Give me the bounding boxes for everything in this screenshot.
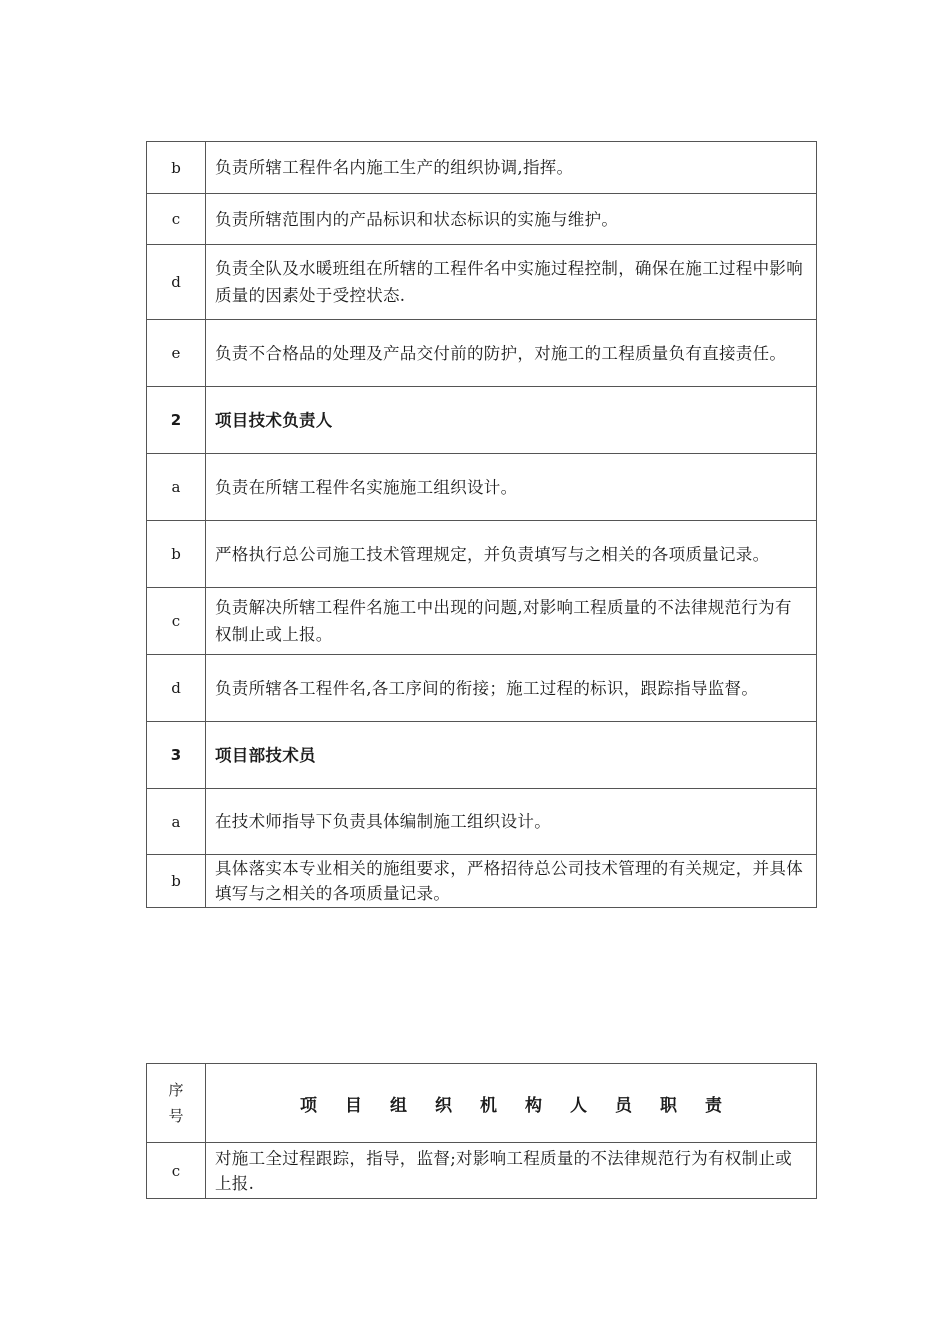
row-number: a: [147, 454, 206, 521]
header-title-char: 人: [570, 1095, 587, 1116]
table-row: [147, 521, 817, 588]
row-text: 负责解决所辖工程件名施工中出现的问题,对影响工程质量的不法律规范行为有权制止或上报。: [206, 588, 817, 655]
section-title: 项目技术负责人: [206, 387, 817, 454]
row-number: d: [147, 655, 206, 722]
row-text: 具体落实本专业相关的施组要求，严格招待总公司技术管理的有关规定，并具体填写与之相关的各项质量记录。: [206, 855, 817, 908]
header-title-char: 机: [480, 1095, 497, 1116]
row-number: c: [147, 1143, 206, 1199]
section-number: 2: [147, 387, 206, 454]
table-row: [147, 194, 817, 245]
row-text: 对施工全过程跟踪，指导，监督;对影响工程质量的不法律规范行为有权制止或上报.: [206, 1143, 817, 1199]
header-seq-char: 号: [168, 1107, 184, 1125]
row-text: 严格执行总公司施工技术管理规定，并负责填写与之相关的各项质量记录。: [206, 521, 817, 588]
section-number: 3: [147, 722, 206, 789]
row-text: 负责所辖范围内的产品标识和状态标识的实施与维护。: [206, 194, 817, 245]
row-text: 负责所辖工程件名内施工生产的组织协调,指挥。: [206, 142, 817, 194]
header-title-char: 构: [525, 1095, 542, 1116]
section-title: 项目部技术员: [206, 722, 817, 789]
header-seq-char: 序: [168, 1081, 184, 1099]
row-text: 负责不合格品的处理及产品交付前的防护，对施工的工程质量负有直接责任。: [206, 320, 817, 387]
header-title-char: 组: [390, 1095, 407, 1116]
row-text: 负责在所辖工程件名实施施工组织设计。: [206, 454, 817, 521]
table-row: [147, 454, 817, 521]
header-title-char: 织: [435, 1095, 452, 1116]
header-title-char: 职: [660, 1095, 677, 1116]
row-number: c: [147, 194, 206, 245]
row-number: a: [147, 789, 206, 855]
table-row: [147, 142, 817, 194]
header-title: [206, 1064, 817, 1143]
organization-duties-table: [146, 1063, 817, 1199]
header-title-char: 项: [300, 1095, 317, 1116]
row-number: c: [147, 588, 206, 655]
table-row: [147, 320, 817, 387]
row-number: b: [147, 521, 206, 588]
section-row: [147, 387, 817, 454]
row-number: b: [147, 142, 206, 194]
table-row: [147, 245, 817, 320]
row-number: b: [147, 855, 206, 908]
table-row: [147, 1143, 817, 1199]
table-row: [147, 855, 817, 908]
row-number: e: [147, 320, 206, 387]
header-title-char: 员: [615, 1095, 632, 1116]
table-row: [147, 789, 817, 855]
header-title-char: 目: [345, 1095, 362, 1116]
table-header-row: [147, 1064, 817, 1143]
header-seq: [147, 1064, 206, 1143]
row-text: 在技术师指导下负责具体编制施工组织设计。: [206, 789, 817, 855]
responsibility-table: [146, 141, 817, 908]
table-row: [147, 588, 817, 655]
table-row: [147, 655, 817, 722]
row-text: 负责全队及水暖班组在所辖的工程件名中实施过程控制，确保在施工过程中影响质量的因素处于受控状态.: [206, 245, 817, 320]
row-number: d: [147, 245, 206, 320]
section-row: [147, 722, 817, 789]
header-title-char: 责: [705, 1095, 722, 1116]
row-text: 负责所辖各工程件名,各工序间的衔接；施工过程的标识，跟踪指导监督。: [206, 655, 817, 722]
